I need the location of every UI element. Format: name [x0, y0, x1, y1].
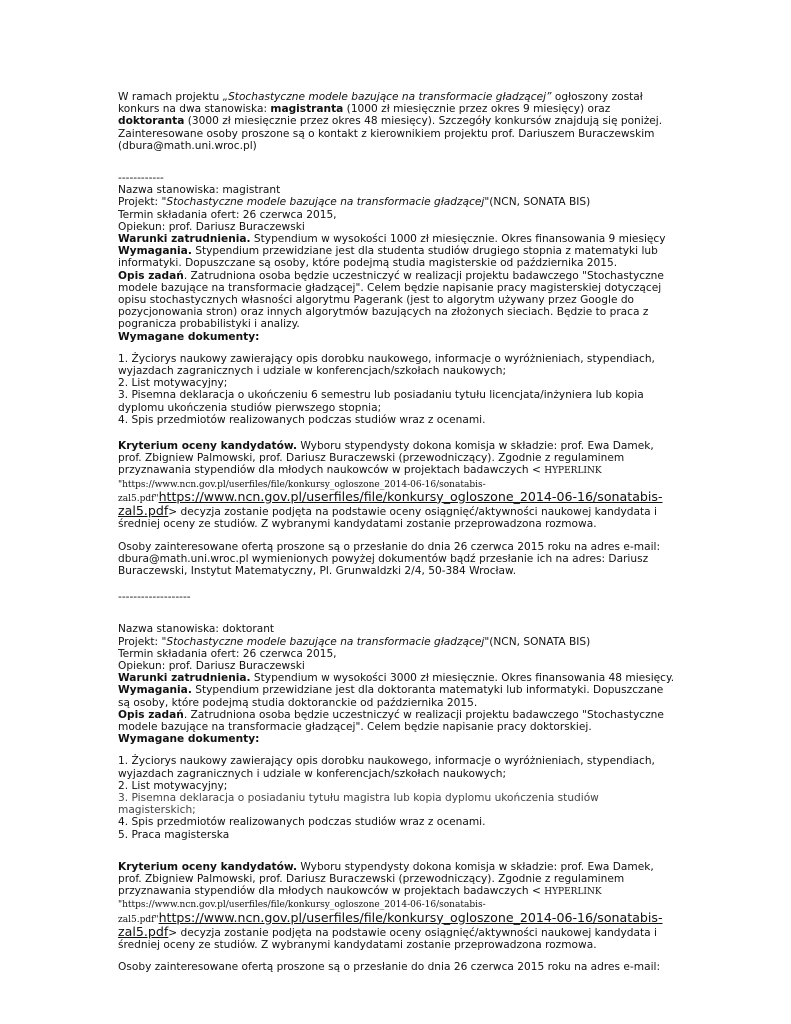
intro-paragraph: W ramach projektu „Stochastyczne modele bazujące na transformacie gładzącej” ogłoszony został konkurs na dwa stanowiska: magistranta (1000 zł miesięcznie przez okres 9 miesięcy) oraz doktoranta (3000 zł miesięcznie przez okres 48 miesięcy). Szczegóły konkursów znajdują się poniżej. Zainteresowane osoby proszone są o kontakt z kierownikiem projektu prof. Dariuszem Buraczewskim (dbura@math.uni.wroc.pl) — [118, 91, 663, 152]
list-item: 2. List motywacyjny; — [118, 779, 228, 792]
position-name: Nazwa stanowiska: doktorant — [118, 623, 275, 636]
project-line: Projekt: "Stochastyczne modele bazujące na transformacie gładzącej"(NCN, SONATA BIS) — [118, 196, 591, 209]
contact-paragraph: Osoby zainteresowane ofertą proszone są o przesłanie do dnia 26 czerwca 2015 roku na adres e-mail: — [118, 961, 661, 974]
criteria-paragraph: Kryterium oceny kandydatów. Wyboru stypendysty dokona komisja w składzie: prof. Ewa Damek, prof. Zbigniew Palmowski, prof. Dariusz Buraczewski (przewodniczący). Zgodnie z regulaminem przyznawania stypendiów dla młodych naukowców w projektach badawczych < HYPERLINK "https://www.ncn.gov.pl/userfiles/file/konkursy_ogloszone_2014-06-16/sonatabis-zal5.pdf"https://www.ncn.gov.pl/userfiles/file/konkursy_ogloszone_2014-06-16/sonatabis-zal5.pdf> decyzja zostanie podjęta na podstawie oceny osiągnięć/aktywności naukowej kandydata i średniej oceny ze studiów. Z wybranymi kandydatami zostanie przeprowadzona rozmowa. — [118, 440, 663, 531]
criteria-paragraph: Kryterium oceny kandydatów. Wyboru stypendysty dokona komisja w składzie: prof. Ewa Damek, prof. Zbigniew Palmowski, prof. Dariusz Buraczewski (przewodniczący). Zgodnie z regulaminem przyznawania stypendiów dla młodych naukowców w projektach badawczych < HYPERLINK "https://www.ncn.gov.pl/userfiles/file/konkursy_ogloszone_2014-06-16/sonatabis-zal5.pdf"https://www.ncn.gov.pl/userfiles/file/konkursy_ogloszone_2014-06-16/sonatabis-zal5.pdf> decyzja zostanie podjęta na podstawie oceny osiągnięć/aktywności naukowej kandydata i średniej oceny ze studiów. Z wybranymi kandydatami zostanie przeprowadzona rozmowa. — [118, 860, 663, 951]
separator: ------------------- — [118, 591, 191, 604]
ncn-regulations-link[interactable]: https://www.ncn.gov.pl/userfiles/file/konkursy_ogloszone_2014-06-16/sonatabis-zal5.pdf — [118, 909, 663, 939]
list-item: 3. Pisemna deklaracja o ukończeniu 6 semestru lub posiadaniu tytułu licencjata/inżyniera lub kopia dyplomu ukończenia studiów pierwszego stopnia; — [118, 389, 644, 414]
list-item: 5. Praca magisterska — [118, 828, 230, 841]
list-item: 1. Życiorys naukowy zawierający opis dorobku naukowego, informacje o wyróżnieniach, stypendiach, wyjazdach zagranicznych i udziale w konferencjach/szkołach naukowych; — [118, 755, 655, 780]
documents-heading: Wymagane dokumenty: — [118, 733, 260, 746]
list-item: 3. Pisemna deklaracja o posiadaniu tytułu magistra lub kopia dyplomu ukończenia studiów magisterskich; — [118, 791, 599, 817]
requirements: Wymagania. Stypendium przewidziane jest dla doktoranta matematyki lub informatyki. Dopuszczane są osoby, które podejmą studia doktoranckie od października 2015. — [118, 684, 664, 709]
conditions: Warunki zatrudnienia. Stypendium w wysokości 1000 zł miesięcznie. Okres finansowania 9 miesięcy — [118, 233, 666, 246]
separator: ------------ — [118, 172, 164, 185]
section-doktorant — [118, 623, 678, 973]
project-title: „Stochastyczne modele bazujące na transformacie gładzącej” — [222, 91, 552, 103]
requirements: Wymagania. Stypendium przewidziane jest dla studenta studiów drugiego stopnia z matematyki lub informatyki. Dopuszczane są osoby, które podejmą studia magisterskie od października 2015. — [118, 245, 658, 270]
list-item: 4. Spis przedmiotów realizowanych podczas studiów wraz z ocenami. — [118, 413, 486, 426]
list-item: 4. Spis przedmiotów realizowanych podczas studiów wraz z ocenami. — [118, 816, 486, 829]
section-magistrant — [118, 184, 678, 577]
documents-heading: Wymagane dokumenty: — [118, 330, 260, 343]
contact-paragraph: Osoby zainteresowane ofertą proszone są o przesłanie do dnia 26 czerwca 2015 roku na adres e-mail: dbura@math.uni.wroc.pl wymienionych powyżej dokumentów bądź przesłanie ich na adres: Dariusz Buraczewski, Instytut Matematyczny, Pl. Grunwaldzki 2/4, 50-384 Wrocław. — [118, 540, 661, 577]
deadline: Termin składania ofert: 26 czerwca 2015, — [118, 647, 337, 660]
project-line: Projekt: "Stochastyczne modele bazujące na transformacie gładzącej"(NCN, SONATA BIS) — [118, 635, 591, 648]
conditions: Warunki zatrudnienia. Stypendium w wysokości 3000 zł miesięcznie. Okres finansowania 48 miesięcy. — [118, 672, 675, 685]
task-description: Opis zadań. Zatrudniona osoba będzie uczestniczyć w realizacji projektu badawczego "Stochastyczne modele bazujące na transformacie gładzącej". Celem będzie napisanie pracy magisterskiej dotyczącej opisu stochastycznych własności algorytmu Pagerank (jest to algorytm używany przez Google do pozycjonowania stron) oraz innych algorytmów bazujących na złożonych sieciach. Będzie to praca z pogranicza probabilistyki i analizy. — [118, 269, 664, 331]
ncn-regulations-link[interactable]: https://www.ncn.gov.pl/userfiles/file/konkursy_ogloszone_2014-06-16/sonatabis-zal5.pdf — [118, 488, 663, 519]
supervisor: Opiekun: prof. Dariusz Buraczewski — [118, 659, 305, 672]
position-name: Nazwa stanowiska: magistrant — [118, 184, 281, 197]
supervisor: Opiekun: prof. Dariusz Buraczewski — [118, 220, 305, 233]
document-body — [118, 91, 678, 973]
list-item: 2. List motywacyjny; — [118, 377, 228, 390]
task-description: Opis zadań. Zatrudniona osoba będzie uczestniczyć w realizacji projektu badawczego "Stochastyczne modele bazujące na transformacie gładzącej". Celem będzie napisanie pracy doktorskiej. — [118, 708, 664, 733]
deadline: Termin składania ofert: 26 czerwca 2015, — [118, 208, 337, 221]
list-item: 1. Życiorys naukowy zawierający opis dorobku naukowego, informacje o wyróżnieniach, stypendiach, wyjazdach zagranicznych i udziale w konferencjach/szkołach naukowych; — [118, 352, 655, 378]
